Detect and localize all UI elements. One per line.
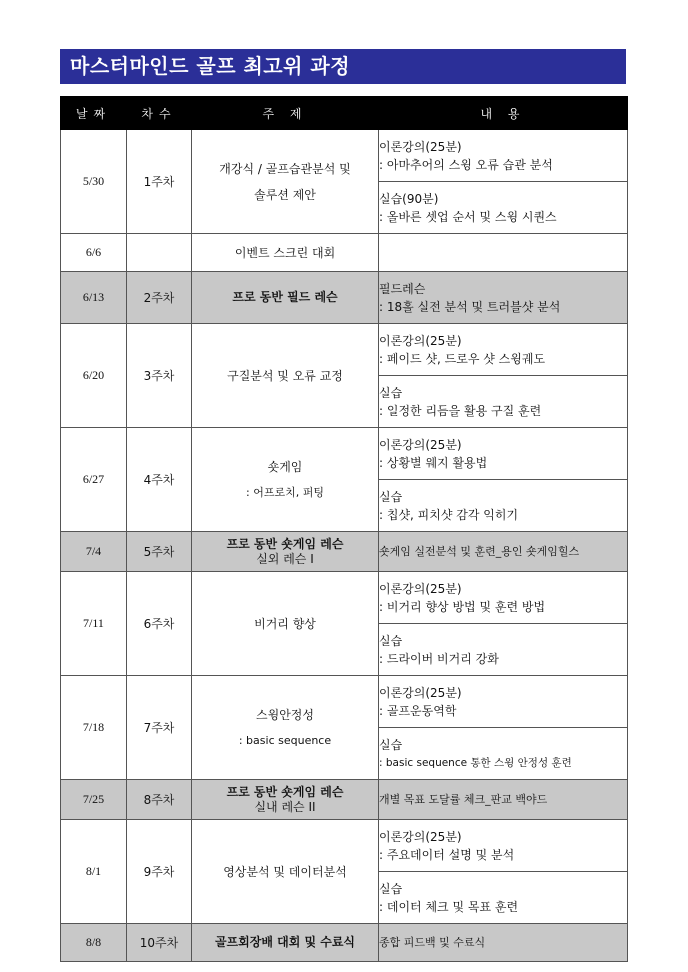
- topic-line: 골프회장배 대회 및 수료식: [214, 935, 356, 949]
- week-cell: 9주차: [127, 820, 192, 924]
- week-cell: 6주차: [127, 572, 192, 676]
- week-cell: 1주차: [127, 130, 192, 234]
- topic-line: 실외 레슨 I: [256, 551, 314, 566]
- topic-line: 개강식 / 골프습관분석 및: [219, 161, 351, 176]
- content-cell: [379, 182, 628, 234]
- content-heading: 실습(90분): [379, 191, 439, 206]
- header-week: 차수: [127, 97, 192, 130]
- content-detail: : 비거리 향상 방법 및 훈련 방법: [379, 599, 546, 614]
- content-detail: : 데이터 체크 및 목표 훈련: [379, 899, 519, 914]
- content-cell: [379, 572, 628, 624]
- table-row: [61, 924, 628, 962]
- topic-line: 영상분석 및 데이터분석: [223, 864, 347, 879]
- header-content: 내 용: [379, 97, 628, 130]
- table-row: [61, 428, 628, 480]
- page-title: 마스터마인드 골프 최고위 과정: [60, 49, 626, 84]
- topic-line: 스윙안정성: [256, 707, 314, 722]
- topic-line: : 어프로치, 퍼팅: [246, 485, 324, 499]
- date-cell: 6/20: [61, 324, 127, 428]
- week-cell: 8주차: [127, 780, 192, 820]
- topic-cell: [192, 924, 379, 962]
- content-cell: [379, 480, 628, 532]
- topic-line: 구질분석 및 오류 교정: [227, 368, 343, 383]
- content-cell: [379, 728, 628, 780]
- content-detail: : 페이드 샷, 드로우 샷 스윙궤도: [379, 351, 546, 366]
- content-cell: 숏게임 실전분석 및 훈련_용인 숏게임힐스: [379, 532, 628, 572]
- table-row: [61, 820, 628, 872]
- week-cell: 10주차: [127, 924, 192, 962]
- date-cell: 5/30: [61, 130, 127, 234]
- table-row: [61, 130, 628, 182]
- week-cell: 2주차: [127, 272, 192, 324]
- content-detail: : 일정한 리듬을 활용 구질 훈련: [379, 403, 542, 418]
- date-cell: 8/8: [61, 924, 127, 962]
- date-cell: 7/11: [61, 572, 127, 676]
- topic-cell: [192, 324, 379, 428]
- content-heading: 이론강의(25분): [379, 139, 462, 154]
- content-cell: [379, 130, 628, 182]
- content-cell: [379, 428, 628, 480]
- table-row: [61, 676, 628, 728]
- topic-cell: [192, 532, 379, 572]
- table-row: [61, 532, 628, 572]
- topic-line: 이벤트 스크린 대회: [234, 245, 336, 260]
- content-heading: 이론강의(25분): [379, 437, 462, 452]
- week-cell: 7주차: [127, 676, 192, 780]
- content-cell: [379, 624, 628, 676]
- topic-cell: [192, 428, 379, 532]
- table-row: [61, 324, 628, 376]
- topic-cell: [192, 234, 379, 272]
- date-cell: 6/6: [61, 234, 127, 272]
- topic-line: : basic sequence: [238, 733, 332, 747]
- date-cell: 6/13: [61, 272, 127, 324]
- content-heading: 이론강의(25분): [379, 829, 462, 844]
- content-heading: 실습: [379, 633, 403, 648]
- header-date: 날짜: [61, 97, 127, 130]
- topic-cell: [192, 780, 379, 820]
- content-heading: 필드레슨: [379, 281, 426, 296]
- schedule-table: [60, 96, 628, 962]
- content-cell: [379, 676, 628, 728]
- header-row: [61, 97, 628, 130]
- content-detail: : 아마추어의 스윙 오류 습관 분석: [379, 157, 553, 172]
- content-heading: 실습: [379, 385, 403, 400]
- content-detail: : 18홀 실전 분석 및 트러블샷 분석: [379, 299, 561, 314]
- week-cell: [127, 234, 192, 272]
- date-cell: 8/1: [61, 820, 127, 924]
- topic-line: 실내 레슨 II: [254, 799, 316, 814]
- content-cell: [379, 820, 628, 872]
- content-detail: : 올바른 셋업 순서 및 스윙 시퀀스: [379, 209, 557, 224]
- week-cell: 3주차: [127, 324, 192, 428]
- table-row: [61, 234, 628, 272]
- content-cell: [379, 234, 628, 272]
- topic-cell: [192, 676, 379, 780]
- content-cell: 개별 목표 도달률 체크_판교 백야드: [379, 780, 628, 820]
- topic-cell: [192, 272, 379, 324]
- table-row: [61, 572, 628, 624]
- date-cell: 7/4: [61, 532, 127, 572]
- date-cell: 6/27: [61, 428, 127, 532]
- content-detail: : 드라이버 비거리 강화: [379, 651, 499, 666]
- topic-line: 솔루션 제안: [254, 187, 316, 202]
- content-detail: : basic sequence 통한 스윙 안정성 훈련: [379, 756, 572, 769]
- content-heading: 이론강의(25분): [379, 333, 462, 348]
- header-topic: 주 제: [192, 97, 379, 130]
- topic-line: 숏게임: [267, 459, 303, 474]
- content-detail: : 골프운동역학: [379, 703, 457, 718]
- topic-line: 프로 동반 숏게임 레슨: [226, 784, 344, 799]
- content-cell: [379, 272, 628, 324]
- topic-cell: [192, 130, 379, 234]
- topic-line: 프로 동반 숏게임 레슨: [226, 536, 344, 551]
- date-cell: 7/18: [61, 676, 127, 780]
- content-detail: : 주요데이터 설명 및 분석: [379, 847, 515, 862]
- week-cell: 5주차: [127, 532, 192, 572]
- date-cell: 7/25: [61, 780, 127, 820]
- topic-cell: [192, 820, 379, 924]
- topic-line: 비거리 향상: [254, 616, 316, 631]
- table-row: [61, 780, 628, 820]
- table-row: [61, 272, 628, 324]
- content-heading: 실습: [379, 737, 403, 752]
- content-heading: 실습: [379, 489, 403, 504]
- content-cell: [379, 324, 628, 376]
- week-cell: 4주차: [127, 428, 192, 532]
- content-detail: : 상황별 웨지 활용법: [379, 455, 488, 470]
- content-heading: 이론강의(25분): [379, 685, 462, 700]
- content-heading: 이론강의(25분): [379, 581, 462, 596]
- content-cell: 종합 피드백 및 수료식: [379, 924, 628, 962]
- content-cell: [379, 872, 628, 924]
- topic-line: 프로 동반 필드 레슨: [232, 290, 338, 304]
- topic-cell: [192, 572, 379, 676]
- content-heading: 실습: [379, 881, 403, 896]
- content-cell: [379, 376, 628, 428]
- content-detail: : 칩샷, 피치샷 감각 익히기: [379, 507, 519, 522]
